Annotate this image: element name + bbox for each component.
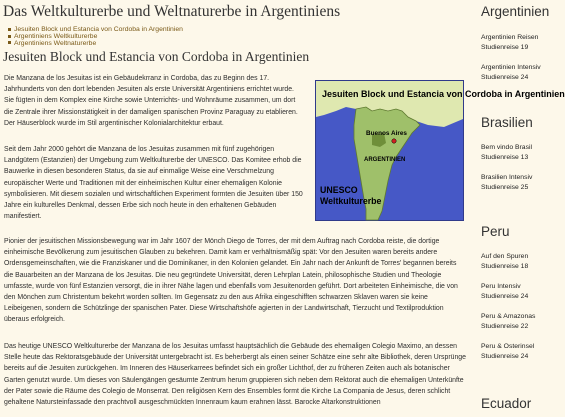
map-caption: UNESCO Weltkulturerbe: [320, 185, 382, 206]
sidebar-link-subtitle: Studienreise 24: [481, 73, 529, 81]
breadcrumb-link[interactable]: Jesuiten Block und Estancia von Cordoba in Argentinien: [8, 27, 183, 34]
sidebar-link[interactable]: [481, 312, 535, 332]
article-paragraph: Das heutige UNESCO Weltkulturerbe der Manzana de los Jesuitas umfasst hauptsächlich die Gebäude des ehemaligen Colegio Maximo, an dessen Stelle heute das Rektoratsgebäude der Universität untergebracht ist. Es beherbergt als einen seiner Schätze eine sehr alte Bibliothek, deren Ursprünge bereits auf die Jesuiten zurückgehen. Im Inneren des Häuserkarrees befindet sich ein großer Lichthof, der zu früheren Zeiten auch als botanischer Garten genutzt wurde. Um dieses von Säulengängen gesäumte Zentrum herum gruppieren sich neben dem Rektorat auch die ehemaligen Unterkünfte der Pater sowie die Räume des Colegio de Monserrat. Den religiösen Kern des Ensembles formt die Kirche La Compania de Jesus, deren schlicht gehaltene Natursteinfassade den prachtvoll ausgeschmückten Innenraum kaum erahnen lässt. Barocke Altarkonstruktionen: [4, 343, 466, 407]
sidebar-link-subtitle: Studienreise 22: [481, 322, 529, 330]
breadcrumb-link[interactable]: Argentiniens Weltkulturerbe: [8, 34, 183, 41]
article-paragraph: Die Manzana de los Jesuitas ist ein Gebäudekrranz in Cordoba, das zu Beginn des 17. Jahrhunderts von den dort lebenden Jesuiten als erste Universität Argentiniens errichtet wurde. Sie fügten in dem Komplex eine Kirche sowie Unterrichts- und Wohnräume zusammen, um dort die Zentrale ihrer Missionstätigkeit in der damaligen spanischen Provinz Paraguay zu etablieren. Der Häuserblock wurde im Stil argentinischer Kolonialarchitektur erbaut.: [4, 75, 298, 127]
sidebar-link-subtitle: Studienreise 19: [481, 43, 529, 51]
sidebar-link-title[interactable]: Peru & Amazonas: [481, 313, 536, 320]
sidebar-link-subtitle: Studienreise 24: [481, 352, 529, 360]
page-title: Das Weltkulturerbe und Weltnaturerbe in Argentiniens: [3, 3, 341, 20]
sidebar-heading-brasilien: Brasilien: [481, 115, 533, 130]
sidebar-link-title[interactable]: Argentinien Reisen: [481, 34, 539, 41]
section-title: Jesuiten Block und Estancia von Cordoba in Argentinien: [3, 49, 310, 64]
article-paragraph: Pionier der jesuitischen Missionsbewegung war im Jahr 1607 der Mönch Diego de Torres, der mit dem Auftrag nach Cordoba reiste, die dortige einheimische Bevölkerung zum jesuitischen Glauben zu bekehren. Damit kam er verhältnismäßig spät: Vor den Jesuiten waren bereits andere Ordensgemeinschaften, wie die Franziskaner und die Dominikaner, in den Kolonien gelandet. Ein Jahr nach der Ankunft de Torres' begannen bereits die Bauarbeiten an der Manzana de los Jesuitas. Die neu gegründete Universität, deren Lehrplan Latein, philosophische Studien und Theologie umfasste, wurde von fünf Estanzien versorgt, die in ihrer Nähe lagen und ebenfalls vom Jesuitenorden geführt. Dort arbeiteten Einheimische, die von den Mönchen zum Christentum bekehrt worden sollten. Im Gegensatz zu den aus Afrika eingeschifften schwarzen Sklaven waren sie keine Leibeigenen, sondern die Schützlinge der spanischen Pater. Diese Wirtschaftshöfe agierten in der Landwirtschaft, Tierzucht und Textilproduktion überaus erfolgreich.: [4, 238, 458, 324]
map-title: Jesuiten Block und Estancia von Cordoba in Argentinien: [322, 89, 565, 99]
sidebar-link-title[interactable]: Peru & Osterinsel: [481, 343, 535, 350]
sidebar-link[interactable]: [481, 252, 528, 272]
map-country-label: ARGENTINIEN: [364, 157, 406, 163]
sidebar-link[interactable]: [481, 143, 532, 163]
sidebar-heading-ecuador: Ecuador: [481, 396, 532, 411]
sidebar-link-title[interactable]: Auf den Spuren: [481, 253, 529, 260]
buenos-aires-marker: [392, 139, 396, 143]
sidebar-link-subtitle: Studienreise 24: [481, 292, 529, 300]
sidebar-link-title[interactable]: Argentinien Intensiv: [481, 64, 541, 71]
sidebar-link-subtitle: Studienreise 25: [481, 183, 529, 191]
sidebar-link[interactable]: [481, 33, 538, 53]
sidebar-heading-peru: Peru: [481, 224, 510, 239]
article-paragraph: Seit dem Jahr 2000 gehört die Manzana de los Jesuitas zusammen mit fünf zugehörigen Landgütern (Estanzien) der Umgebung zum Weltkulturerbe der UNESCO. Das Komitee erhob die Bauwerke in diesen besonderen Status, da sie auf einmalige Weise eine Verschmelzung europäischer Werte und Traditionen mit der einheimischen Kultur einer ehemaligen Kolonie symbolisieren. Mit diesem sozialen und wirtschaftlichen Experiment formten die Jesuiten über 150 Jahre ein kulturelles Denkmal, dessen Erbe sich noch heute in den erhaltenen Gebäuden manifestiert.: [4, 146, 303, 221]
sidebar-link[interactable]: [481, 63, 541, 83]
map-city-label: Buenos Aires: [366, 130, 407, 137]
sidebar-link-title[interactable]: Brasilien Intensiv: [481, 174, 533, 181]
sidebar-link[interactable]: [481, 342, 534, 362]
sidebar-link-subtitle: Studienreise 18: [481, 262, 529, 270]
breadcrumb-link[interactable]: Argentiniens Weltnaturerbe: [8, 41, 183, 48]
sidebar: [476, 0, 550, 417]
sidebar-heading-argentinien: Argentinien: [481, 4, 550, 19]
sidebar-link[interactable]: [481, 282, 528, 302]
breadcrumb-list: [8, 27, 183, 47]
sidebar-link-title[interactable]: Bem vindo Brasil: [481, 144, 532, 151]
sidebar-link-subtitle: Studienreise 13: [481, 153, 529, 161]
sidebar-link-title[interactable]: Peru Intensiv: [481, 283, 521, 290]
sidebar-link[interactable]: [481, 173, 532, 193]
